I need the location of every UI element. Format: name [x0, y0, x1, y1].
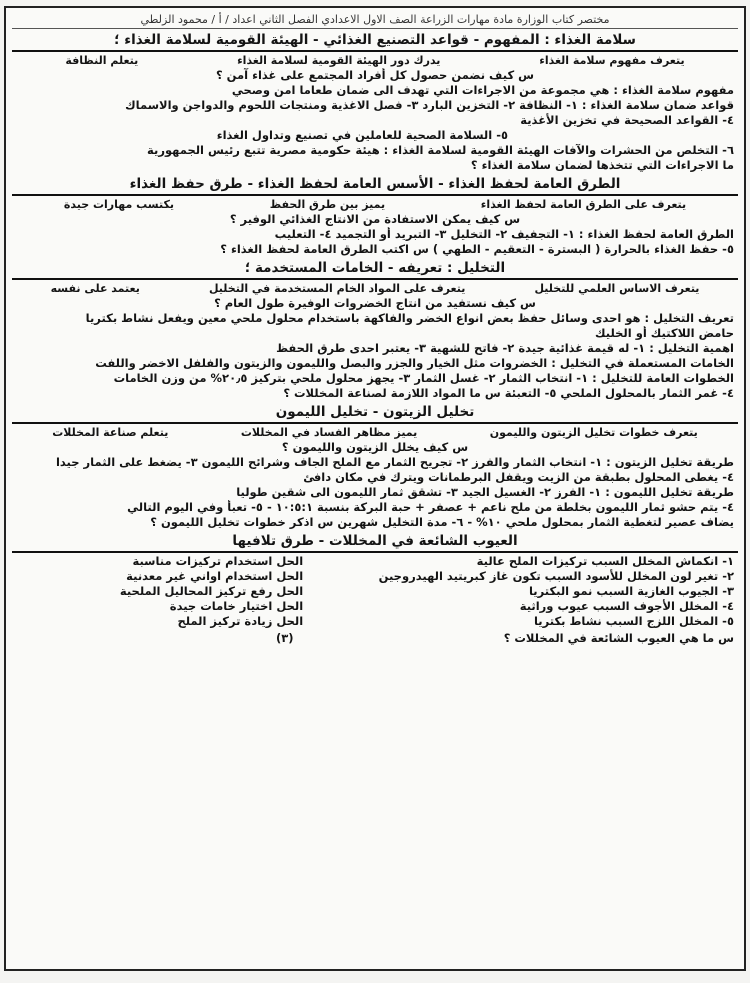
page-number: (٣)	[276, 631, 294, 645]
question: س كيف يخلل الزيتون والليمون ؟	[281, 440, 469, 454]
question: ما الاجراءات التي تتخذها لضمان سلامة الغذاء ؟	[470, 158, 734, 172]
objective: يدرك دور الهيئة القومية لسلامة الغذاء	[237, 54, 441, 67]
defect-row	[12, 569, 738, 584]
objective: يتعرف خطوات تخليل الزيتون والليمون	[489, 426, 698, 439]
section-defects-title: العيوب الشائعة في المخللات - طرق تلافيها	[12, 532, 738, 553]
pickling-materials: الخامات المستعملة في التخليل : الخضروات مثل الخيار والجزر والبصل والليمون والزيتون والفلفل الاخضر واللفت	[95, 356, 734, 370]
section-food-preservation-title: الطرق العامة لحفظ الغذاء - الأسس العامة لحفظ الغذاء - طرق حفظ الغذاء	[12, 175, 738, 196]
defect-row	[12, 599, 738, 614]
page-footer	[12, 629, 738, 647]
document-page	[4, 6, 746, 971]
objective: يتعلم صناعة المخللات	[52, 426, 169, 439]
defect-cause: ٤- المخلل الأجوف السبب عيوب وراثية	[519, 599, 734, 613]
defect-solution: الحل استخدام تركيزات مناسبة	[132, 554, 304, 568]
defect-row	[12, 554, 738, 569]
question: س كيف نستفيد من انتاج الخضروات الوفيرة طول العام ؟	[214, 296, 536, 310]
preservation-methods: الطرق العامة لحفظ الغذاء : ١- التجفيف ٢- التخليل ٣- التبريد أو التجميد ٤- التعليب	[274, 227, 734, 241]
objective: يميز مظاهر الفساد في المخللات	[240, 426, 418, 439]
question: س كيف نضمن حصول كل أفراد المجتمع على غذاء آمن ؟	[215, 68, 535, 82]
defect-solution: الحل رفع تركيز المحاليل الملحية	[119, 584, 304, 598]
defect-row	[12, 584, 738, 599]
rule-item: ٤- القواعد الصحيحة في تخزين الأغذية	[520, 113, 734, 127]
objective: يتعرف مفهوم سلامة الغذاء	[539, 54, 685, 67]
defect-cause: ٢- تغير لون المخلل للأسود السبب تكون غاز كبريتيد الهيدروجين	[378, 569, 734, 583]
pickling-steps-cont: ٤- غمر الثمار بالمحلول الملحي ٥- التعبئة س ما المواد اللازمة لصناعة المخللات ؟	[283, 386, 734, 400]
preservation-methods-cont: ٥- حفظ الغذاء بالحرارة ( البسترة - التعقيم - الطهي ) س اكتب الطرق العامة لحفظ الغذاء ؟	[220, 242, 734, 256]
food-safety-definition: مفهوم سلامة الغذاء : هي مجموعة من الاجراءات التي تهدف الى ضمان طعاما امن وصحي	[231, 83, 734, 97]
objective: يعتمد على نفسه	[50, 282, 140, 295]
objective: يكتسب مهارات جيدة	[63, 198, 174, 211]
objectives-row	[12, 53, 738, 68]
objective: يتعلم النظافة	[65, 54, 139, 67]
defect-row	[12, 614, 738, 629]
lemon-method-cont: يضاف عصير لتغطية الثمار بمحلول ملحي ١٠% - ٦- مدة التخليل شهرين س اذكر خطوات تخليل الليمون ؟	[150, 515, 734, 529]
document-header: مختصر كتاب الوزارة مادة مهارات الزراعة الصف الاول الاعدادي الفصل الثاني اعداد / أ / محمود الزلطي	[12, 12, 738, 29]
pickling-steps: الخطوات العامة للتخليل : ١- انتخاب الثمار ٢- غسل الثمار ٣- يجهز محلول ملحي بتركيز ٢٠٫٥% من وزن الخامات	[113, 371, 734, 385]
defect-cause: ٥- المخلل اللزج السبب نشاط بكتريا	[533, 614, 734, 628]
section-food-safety-title: سلامة الغذاء : المفهوم - قواعد التصنيع الغذائي - الهيئة القومية لسلامة الغذاء ؛	[12, 31, 738, 52]
food-safety-rules: قواعد ضمان سلامة الغذاء : ١- النظافة ٢- التخزين البارد ٣- فصل الاغذية ومنتجات اللحوم والدواجن والاسماك	[125, 98, 734, 112]
rule-item: ٦- التخلص من الحشرات والآفات الهيئة القومية لسلامة الغذاء : هيئة حكومية مصرية تتبع رئيس الجمهورية	[147, 143, 734, 157]
defect-cause: ٣- الجيوب الغازية السبب نمو البكتريا	[528, 584, 734, 598]
olive-method-cont: ٤- يغطى المحلول بطبقة من الزيت ويقفل البرطمانات ويترك في مكان دافئ	[303, 470, 734, 484]
defect-cause: ١- انكماش المخلل السبب تركيزات الملح عالية	[476, 554, 734, 568]
question: س كيف يمكن الاستفادة من الانتاج الغذائي الوفير ؟	[229, 212, 521, 226]
lemon-method: طريقة تخليل الليمون : ١- الفرز ٢- الغسيل الجيد ٣- تشقق ثمار الليمون الى شقين طوليا	[236, 485, 734, 499]
objective: يميز بين طرق الحفظ	[269, 198, 386, 211]
section-pickling-title: التخليل : تعريفه - الخامات المستخدمة ؛	[12, 259, 738, 280]
defect-solution: الحل استخدام اواني غير معدنية	[126, 569, 304, 583]
objective: يتعرف على الطرق العامة لحفظ الغذاء	[480, 198, 687, 211]
section-olive-lemon-title: تخليل الزيتون - تخليل الليمون	[12, 403, 738, 424]
olive-method: طريقة تخليل الزيتون : ١- انتخاب الثمار والفرز ٢- تجريح الثمار مع الملح الجاف وشرائح الليمون ٣- يضغط على الثمار جيدا	[55, 455, 734, 469]
defect-solution: الحل زيادة تركيز الملح	[177, 614, 304, 628]
objective: يتعرف الاساس العلمي للتخليل	[534, 282, 700, 295]
objectives-row	[12, 425, 738, 440]
defect-solution: الحل اختيار خامات جيدة	[169, 599, 304, 613]
objective: يتعرف على المواد الخام المستخدمة في التخليل	[208, 282, 466, 295]
pickling-definition: تعريف التخليل : هو احدى وسائل حفظ بعض انواع الخضر والفاكهة باستخدام محلول ملحي معين ويفعل نشاط بكتريا	[85, 311, 734, 325]
pickling-definition-cont: حامض اللاكتيك أو الخليك	[595, 326, 734, 340]
rule-item: ٥- السلامة الصحية للعاملين في تصنيع وتداول الغذاء	[216, 128, 508, 142]
lemon-method-cont: ٤- يتم حشو ثمار الليمون بخلطة من ملح ناعم + عصفر + حبة البركة بنسبة ١٠:٥:١ - ٥- تعبأ وفي اليوم التالي	[127, 500, 734, 514]
pickling-importance: اهمية التخليل : ١- له قيمة غذائية جيدة ٢- فاتح للشهية ٣- يعتبر احدى طرق الحفظ	[276, 341, 734, 355]
objectives-row	[12, 197, 738, 212]
question: س ما هي العيوب الشائعة في المخللات ؟	[503, 631, 734, 645]
objectives-row	[12, 281, 738, 296]
